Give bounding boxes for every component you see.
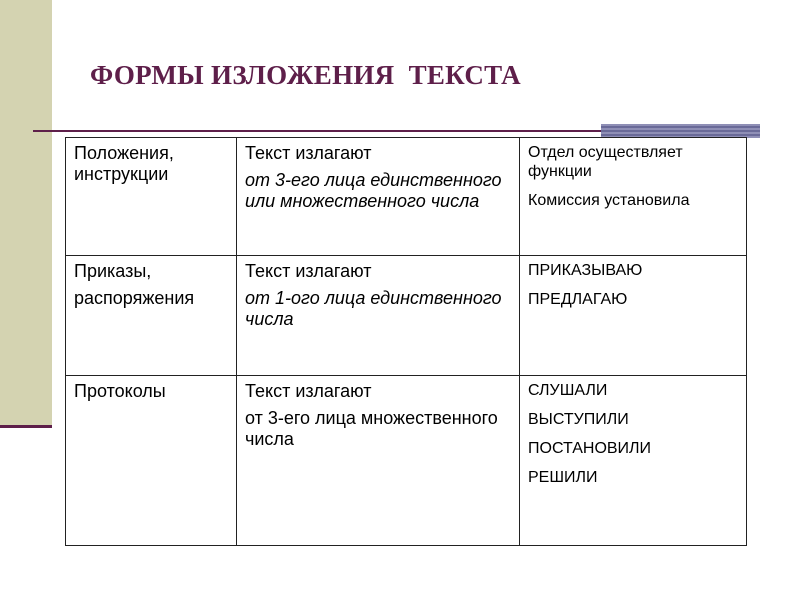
- table-cell-document-type: [66, 376, 237, 546]
- text-forms-table: [65, 137, 747, 546]
- cell-text: ВЫСТУПИЛИ: [528, 411, 629, 428]
- cell-text: распоряжения: [74, 288, 195, 308]
- cell-text: Текст излагают: [245, 261, 372, 281]
- cell-text: СЛУШАЛИ: [528, 382, 608, 399]
- table-row: [66, 138, 747, 256]
- cell-text: Текст излагают: [245, 381, 372, 401]
- table-cell-example: [520, 256, 747, 376]
- cell-text: Текст излагают: [245, 143, 372, 163]
- table-cell-document-type: [66, 138, 237, 256]
- decorative-accent-block: [601, 124, 760, 138]
- title-rule: [33, 130, 601, 132]
- table-cell-presentation: [237, 256, 520, 376]
- table-cell-presentation: [237, 376, 520, 546]
- cell-text: ПРЕДЛАГАЮ: [528, 291, 628, 308]
- cell-text: от 3-его лица множественного числа: [245, 408, 498, 449]
- cell-text-italic: от 1-ого лица единственного числа: [245, 288, 502, 329]
- table-row: [66, 256, 747, 376]
- cell-text: Комиссия установила: [528, 192, 690, 209]
- decorative-sidebar: [0, 0, 52, 425]
- slide-title: ФОРМЫ ИЗЛОЖЕНИЯ ТЕКСТА: [90, 60, 521, 90]
- cell-text: Положения, инструкции: [74, 143, 174, 184]
- cell-text: Отдел осуществляет функции: [528, 144, 683, 180]
- table-row: [66, 376, 747, 546]
- table-cell-example: [520, 376, 747, 546]
- cell-text: ПРИКАЗЫВАЮ: [528, 262, 643, 279]
- cell-text: РЕШИЛИ: [528, 469, 598, 486]
- cell-text: ПОСТАНОВИЛИ: [528, 440, 652, 457]
- cell-text: Приказы,: [74, 261, 152, 281]
- cell-text-italic: от 3-его лица единственного или множественного числа: [245, 170, 502, 211]
- table-cell-presentation: [237, 138, 520, 256]
- table-cell-document-type: [66, 256, 237, 376]
- sidebar-underline: [0, 425, 52, 428]
- cell-text: Протоколы: [74, 381, 166, 401]
- table-cell-example: [520, 138, 747, 256]
